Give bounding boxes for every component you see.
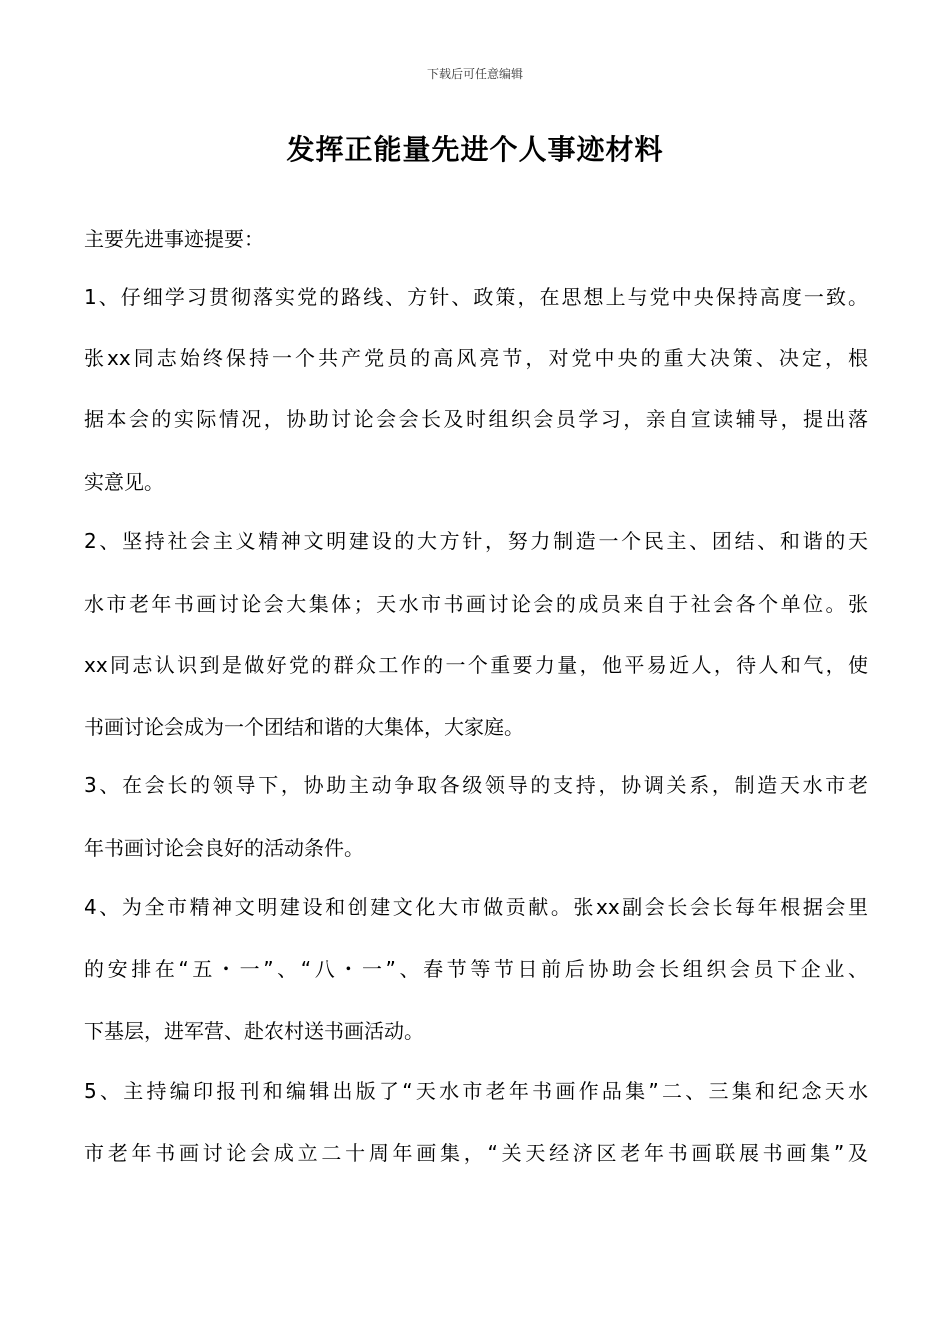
body-line-11: 年书画讨论会良好的活动条件。 bbox=[84, 836, 364, 860]
body-line-8: xx同志认识到是做好党的群众工作的一个重要力量，他平易近人，待人和气，使 bbox=[84, 653, 868, 677]
body-line-9: 书画讨论会成为一个团结和谐的大集体，大家庭。 bbox=[84, 715, 524, 739]
body-line-3: 张xx同志始终保持一个共产党员的高风亮节，对党中央的重大决策、决定，根 bbox=[84, 346, 868, 370]
body-line-6: 2、坚持社会主义精神文明建设的大方针，努力制造一个民主、团结、和谐的天 bbox=[84, 529, 868, 553]
body-line-14: 下基层，进军营、赴农村送书画活动。 bbox=[84, 1019, 424, 1043]
body-line-7: 水市老年书画讨论会大集体；天水市书画讨论会的成员来自于社会各个单位。张 bbox=[84, 592, 868, 616]
body-line-2: 1、仔细学习贯彻落实党的路线、方针、政策，在思想上与党中央保持高度一致。 bbox=[84, 285, 868, 309]
header-note: 下载后可任意编辑 bbox=[426, 67, 523, 81]
body-line-16: 市老年书画讨论会成立二十周年画集，“关天经济区老年书画联展书画集”及 bbox=[84, 1141, 868, 1165]
body-line-10: 3、在会长的领导下，协助主动争取各级领导的支持，协调关系，制造天水市老 bbox=[84, 773, 868, 797]
document-title: 发挥正能量先进个人事迹材料 bbox=[286, 133, 664, 166]
body-line-15: 5、主持编印报刊和编辑出版了“天水市老年书画作品集”二、三集和纪念天水 bbox=[84, 1079, 868, 1103]
body-line-13: 的安排在“五・一”、“八・一”、春节等节日前后协助会长组织会员下企业、 bbox=[84, 957, 868, 981]
body-line-1: 主要先进事迹提要： bbox=[84, 227, 264, 251]
body-line-4: 据本会的实际情况，协助讨论会会长及时组织会员学习，亲自宣读辅导，提出落 bbox=[84, 407, 868, 431]
body-line-5: 实意见。 bbox=[84, 470, 164, 494]
body-line-12: 4、为全市精神文明建设和创建文化大市做贡献。张xx副会长会长每年根据会里 bbox=[84, 895, 868, 919]
